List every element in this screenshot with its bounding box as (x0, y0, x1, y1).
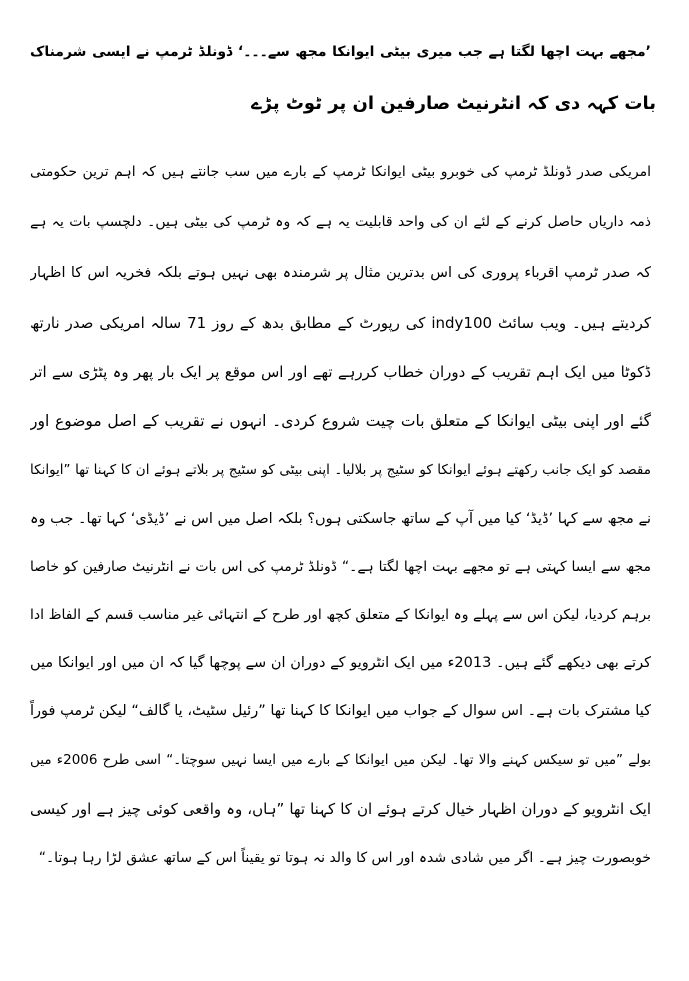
body-line: بولے ”میں تو سیکس کہنے والا تھا۔ لیکن میں ایوانکا کے بارے میں ایسا نہیں سوچتا۔“ اسی طرح 2006ء میں (30, 752, 651, 768)
body-line: ایک انٹرویو کے دوران اظہار خیال کرتے ہوئے ان کا کہنا تھا ”ہاں، وہ واقعی کوئی چیز ہے اور کیسی (30, 800, 651, 818)
body-line: کرتے بھی دیکھے گئے ہیں۔ 2013ء میں ایک انٹرویو کے دوران ان سے پوچھا گیا کہ ان میں اور ایوانکا میں (30, 655, 651, 671)
body-line: خوبصورت چیز ہے۔ اگر میں شادی شدہ اور اس کا والد نہ ہوتا تو یقیناً اس کے ساتھ عشق لڑا رہا ہوتا۔“ (38, 850, 651, 866)
body-line: کردیتے ہیں۔ ویب سائٹ indy100 کی رپورٹ کے مطابق بدھ کے روز 71 سالہ امریکی صدر نارتھ (30, 314, 651, 332)
body-line: ذمہ داریاں حاصل کرنے کے لئے ان کی واحد قابلیت یہ ہے کہ وہ ٹرمپ کی بیٹی ہیں۔ دلچسپ بات یہ ہے (30, 214, 651, 230)
headline-line-1: ’مجھے بہت اچھا لگتا ہے جب میری بیٹی ایوانکا مجھ سے۔۔۔‘ ڈونلڈ ٹرمپ نے ایسی شرمناک (30, 44, 651, 60)
body-line: مجھ سے ایسا کہتی ہے تو مجھے بہت اچھا لگتا ہے۔“ ڈونلڈ ٹرمپ کی اس بات نے انٹرنیٹ صارفین کو خاصا (30, 559, 651, 575)
body-line: امریکی صدر ڈونلڈ ٹرمپ کی خوبرو بیٹی ایوانکا ٹرمپ کے بارے میں سب جانتے ہیں کہ اہم ترین حکومتی (30, 164, 651, 180)
body-line: برہم کردیا، لیکن اس سے پہلے وہ ایوانکا کے متعلق کچھ اور طرح کے انتہائی غیر مناسب قسم کے الفاظ ادا (30, 607, 651, 623)
headline-line-2: بات کہہ دی کہ انٹرنیٹ صارفین ان پر ٹوٹ پڑے (251, 93, 656, 114)
body-line: نے مجھ سے کہا ’ڈیڈ‘ کیا میں آپ کے ساتھ جاسکتی ہوں؟ بلکہ اصل میں اس نے ’ڈیڈی‘ کہا تھا۔ جب وہ (30, 511, 651, 527)
body-line: کہ صدر ٹرمپ اقرباء پروری کی اس بدترین مثال پر شرمندہ بھی نہیں ہوتے بلکہ فخریہ اس کا اظہار (30, 265, 651, 281)
body-line: ڈکوٹا میں ایک اہم تقریب کے دوران خطاب کررہے تھے اور اس موقع پر ایک بار پھر وہ پٹڑی سے اتر (30, 363, 651, 381)
body-line: گئے اور اپنی بیٹی ایوانکا کے متعلق بات چیت شروع کردی۔ انہوں نے تقریب کے اصل موضوع اور (30, 412, 651, 430)
body-line: مقصد کو ایک جانب رکھتے ہوئے ایوانکا کو سٹیج پر بلالیا۔ اپنی بیٹی کو سٹیج پر بلاتے ہوئے ان کا کہنا تھا ”ایوانکا (30, 462, 651, 478)
body-line: کیا مشترک بات ہے۔ اس سوال کے جواب میں ایوانکا کا کہنا تھا ”رئیل سٹیٹ، یا گالف“ لیکن ٹرمپ فوراً (30, 703, 651, 719)
